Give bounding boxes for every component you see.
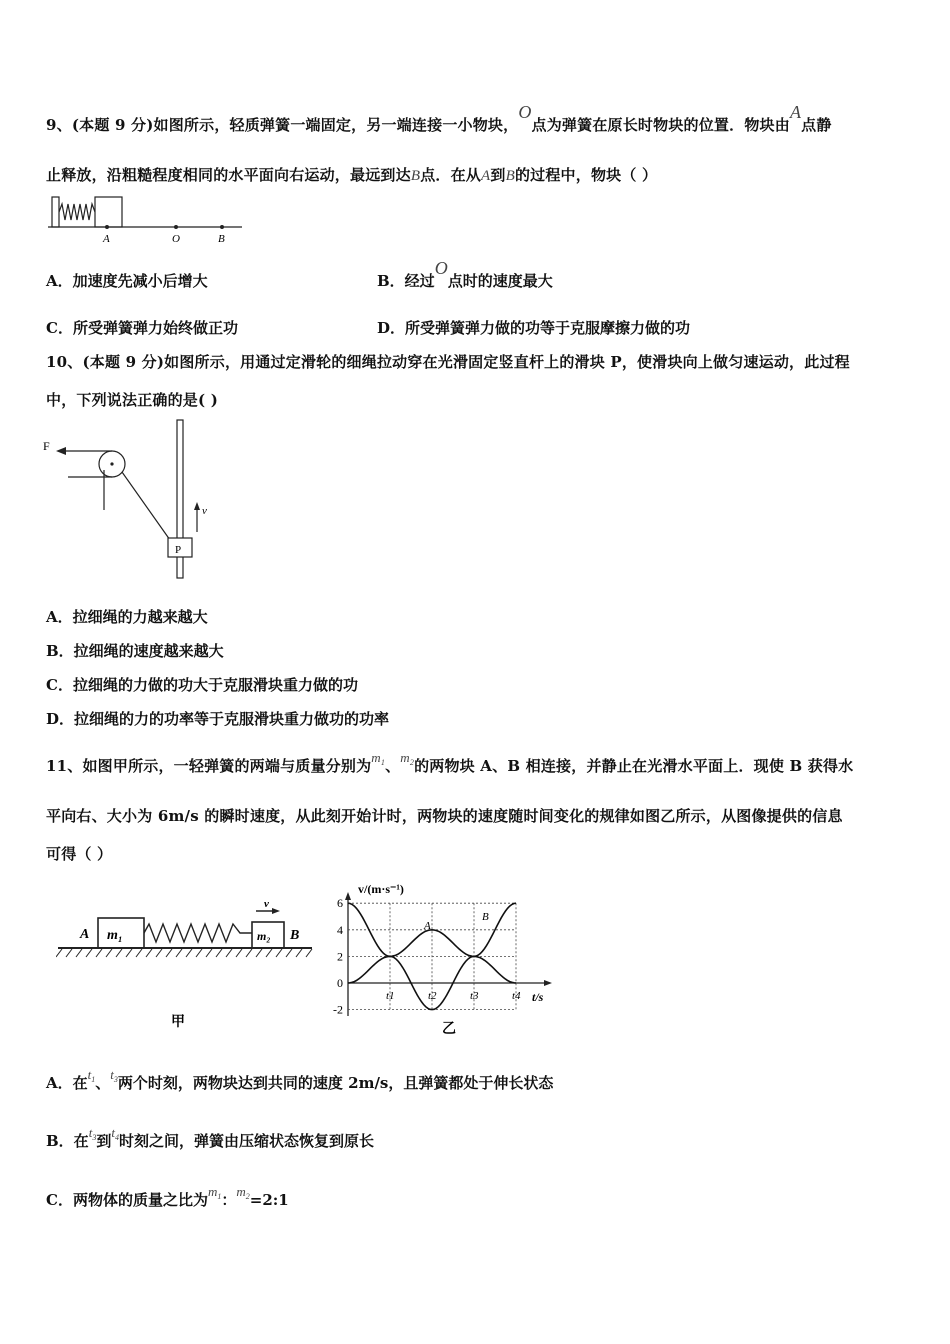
q9-option-d: D．所受弹簧弹力做的功等于克服摩擦力做的功 [377, 319, 691, 337]
graph-x-tick-t3: t3 [470, 990, 479, 1002]
q10-fig-label-P: P [175, 544, 182, 556]
graph-x-axis-arrow [544, 980, 552, 986]
q11-fig-label-A: A [80, 927, 90, 942]
q10-line2: 中，下列说法正确的是( ) [46, 391, 219, 409]
q11-fig-caption-jia: 甲 [171, 1015, 185, 1030]
q9-symbol-A: A [789, 102, 802, 122]
q10-pulley-figure [40, 416, 240, 584]
graph-y-tick--2: -2 [333, 1002, 343, 1017]
q10-fig-label-v: v [202, 505, 207, 517]
q9-option-b: B．经过O点时的速度最大 [377, 258, 553, 290]
graph-xlabel: t/s [532, 990, 544, 1004]
graph-y-tick-0: 0 [337, 976, 343, 990]
graph-curve-label-B: B [482, 911, 489, 923]
q9-fig-label-B: B [218, 233, 225, 245]
ground-hatching [56, 949, 312, 957]
graph-x-tick-t4: t4 [512, 990, 521, 1002]
graph-x-tick-t1: t1 [386, 990, 395, 1002]
q11-option-c: C．两物体的质量之比为$m_1$：$m_2=2:1$ [46, 1184, 289, 1209]
graph-y-tick-2: 2 [337, 949, 343, 964]
q9-spring-figure [46, 193, 246, 245]
q11-figure-jia [56, 896, 318, 1036]
q11-symbol-m2: $m_2$ [400, 750, 415, 767]
q9-line1: 9、(本题 9 分)如图所示，轻质弹簧一端固定，另一端连接一小物块，O点为弹簧在原长时物块的位置．物块由A点静 [46, 102, 832, 134]
q11-fig-block-m1: m₁ [107, 928, 123, 943]
q11-fig-label-v: v [264, 898, 269, 910]
graph-x-tick-t2: t2 [428, 990, 437, 1002]
q11-line2: 平向右、大小为 6m/s 的瞬时速度，从此刻开始计时，两物块的速度随时间变化的规律如图乙所示，从图像提供的信息 [46, 807, 843, 825]
q9-fig-label-O: O [172, 233, 180, 245]
q10-line1: 10、(本题 9 分)如图所示，用通过定滑轮的细绳拉动穿在光滑固定竖直杆上的滑块 P，使滑块向上做匀速运动，此过程 [46, 353, 850, 371]
q10-option-d: D．拉细绳的力的功率等于克服滑块重力做功的功率 [46, 710, 390, 728]
graph-y-tick-6: 6 [337, 896, 343, 911]
graph-y-axis-arrow [345, 892, 351, 900]
q10-option-b: B．拉细绳的速度越来越大 [46, 642, 224, 660]
q11-option-b: B．在$t_3$到$t_4$时刻之间，弹簧由压缩状态恢复到原长 [46, 1125, 374, 1150]
q9-option-c: C．所受弹簧弹力始终做正功 [46, 319, 238, 337]
q11-line3: 可得（ ） [46, 845, 113, 863]
q10-fig-label-F: F [43, 439, 50, 453]
q11-fig-label-B: B [290, 928, 300, 943]
q11-line1: 11、如图甲所示，一轻弹簧的两端与质量分别为$m_1$、$m_2$的两物块 A、B 相连接，并静止在光滑水平面上．现使 B 获得水 [46, 750, 854, 775]
q11-symbol-m1: $m_1$ [371, 750, 386, 767]
q10-option-c: C．拉细绳的力做的功大于克服滑块重力做的功 [46, 676, 358, 694]
graph-curve-label-A: A [424, 920, 431, 932]
q9-option-a: A．加速度先减小后增大 [46, 272, 208, 290]
q11-option-a: A．在$t_1$、$t_3$两个时刻，两物块达到共同的速度 2m/s，且弹簧都处于伸长状态 [46, 1067, 554, 1092]
graph-ylabel: v/(m·s⁻¹) [358, 882, 404, 896]
q10-option-a: A．拉细绳的力越来越大 [46, 608, 208, 626]
graph-y-tick-4: 4 [337, 922, 343, 937]
q9-fig-label-A: A [103, 233, 110, 245]
q9-line2: 止释放，沿粗糙程度相同的水平面向右运动，最远到达B点．在从A到B的过程中，物块（ ） [46, 166, 658, 184]
q11-fig-caption-yi: 乙 [442, 1022, 456, 1037]
q11-vt-graph [318, 878, 558, 1044]
q9-symbol-O: O [518, 102, 532, 122]
q11-fig-block-m2: m₂ [257, 929, 271, 943]
q9-symbol-B: B [410, 168, 421, 184]
